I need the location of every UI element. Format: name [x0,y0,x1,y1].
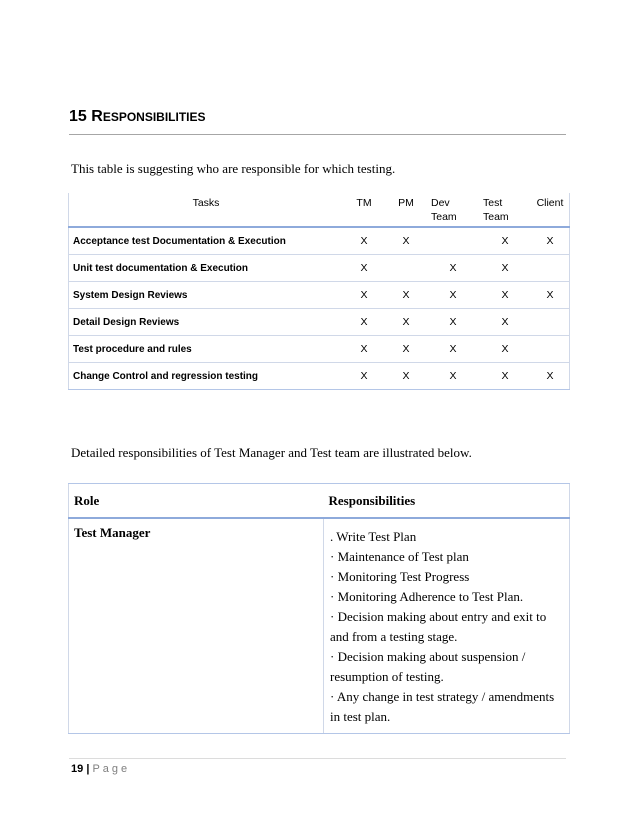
task-cell: Change Control and regression testing [69,363,344,390]
table-header-row [69,484,570,519]
responsibility-item: · Monitoring Adherence to Test Plan. [330,589,524,604]
section-title-initial: R [91,108,103,125]
page-footer [71,763,130,775]
test-team-cell: X [479,309,531,336]
col-header-role: Role [69,484,324,519]
table-row [69,282,570,309]
responsibility-item: · Any change in test strategy / amendments in test plan. [330,689,555,724]
dev-team-cell [427,227,479,255]
task-cell: Acceptance test Documentation & Execution [69,227,344,255]
dev-team-cell: X [427,336,479,363]
pm-cell: X [385,227,427,255]
test-team-cell: X [479,336,531,363]
task-cell: System Design Reviews [69,282,344,309]
test-team-cell: X [479,282,531,309]
footer-divider [69,758,566,759]
section-number: 15 [69,108,87,125]
col-header-test-team: Test Team [479,193,531,227]
test-team-cell: X [479,255,531,282]
dev-team-cell: X [427,309,479,336]
page-label: Page [92,763,131,775]
pm-cell: X [385,363,427,390]
client-cell [531,309,570,336]
tm-cell: X [343,309,385,336]
col-header-dev-team: Dev Team [427,193,479,227]
responsibilities-cell [324,518,570,734]
client-cell [531,255,570,282]
page-number: 19 [71,763,84,775]
table-row [69,309,570,336]
footer-separator: | [86,763,90,775]
test-team-cell: X [479,227,531,255]
table-row [69,336,570,363]
client-cell [531,336,570,363]
tm-cell: X [343,363,385,390]
responsibility-matrix-body [69,227,570,390]
role-cell: Test Manager [69,518,324,734]
task-cell: Test procedure and rules [69,336,344,363]
tm-cell: X [343,282,385,309]
col-header-tasks: Tasks [69,193,344,227]
col-header-responsibilities: Responsibilities [324,484,570,519]
intro-paragraph: This table is suggesting who are responsible for which testing. [71,161,396,176]
responsibility-item: . Write Test Plan [330,529,417,544]
detail-paragraph: Detailed responsibilities of Test Manager and Test team are illustrated below. [71,445,472,460]
responsibility-matrix-table [68,193,570,390]
tm-cell: X [343,255,385,282]
table-header-row [69,193,570,227]
dev-team-cell: X [427,282,479,309]
tm-cell: X [343,336,385,363]
client-cell: X [531,227,570,255]
role-responsibility-table [68,483,570,734]
responsibility-item: · Monitoring Test Progress [330,569,470,584]
client-cell: X [531,282,570,309]
pm-cell [385,255,427,282]
pm-cell: X [385,336,427,363]
table-row [69,227,570,255]
col-header-client: Client [531,193,570,227]
col-header-pm: PM [385,193,427,227]
col-header-tm: TM [343,193,385,227]
tm-cell: X [343,227,385,255]
task-cell: Unit test documentation & Execution [69,255,344,282]
dev-team-cell: X [427,363,479,390]
section-heading [69,108,566,135]
responsibility-item: · Maintenance of Test plan [330,549,469,564]
task-cell: Detail Design Reviews [69,309,344,336]
client-cell: X [531,363,570,390]
section-title-rest: ESPONSIBILITIES [102,110,206,124]
dev-team-cell: X [427,255,479,282]
pm-cell: X [385,309,427,336]
table-row [69,518,570,734]
table-row [69,255,570,282]
table-row [69,363,570,390]
responsibility-item: · Decision making about suspension / resumption of testing. [330,649,526,684]
pm-cell: X [385,282,427,309]
responsibility-item: · Decision making about entry and exit to and from a testing stage. [330,609,547,644]
test-team-cell: X [479,363,531,390]
